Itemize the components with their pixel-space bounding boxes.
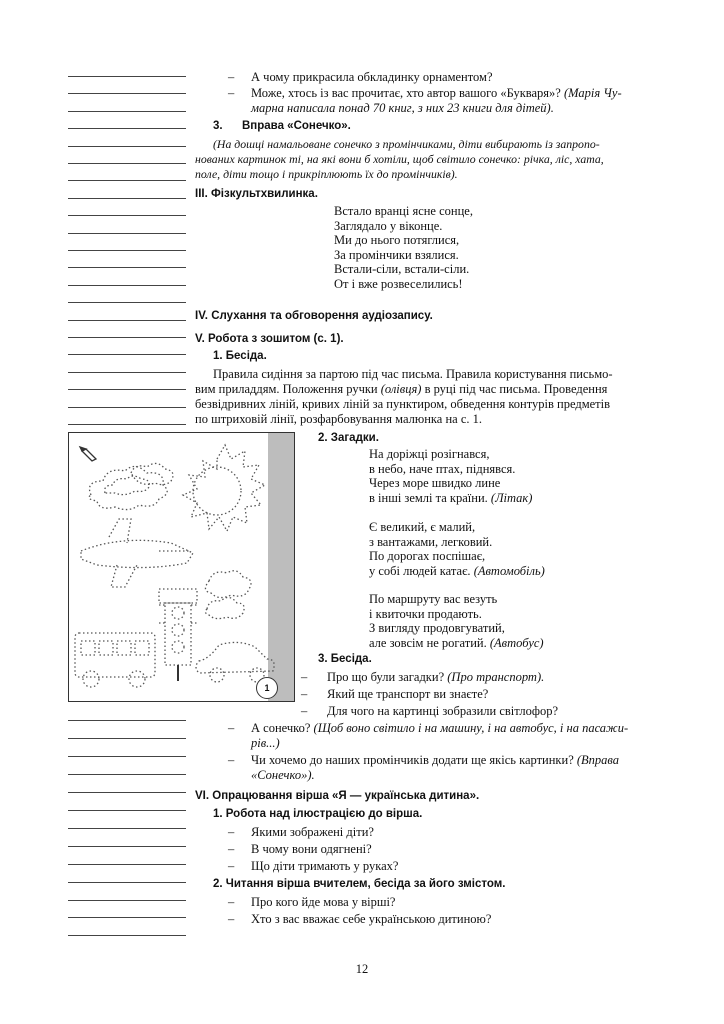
note-line: нованих картинок ті, на які вони б хотіли, щоб світило сонечко: річка, ліс, хата, bbox=[195, 152, 604, 166]
margin-line bbox=[68, 828, 186, 829]
margin-line bbox=[68, 372, 186, 373]
riddle-line: в інші землі та країни. (Літак) bbox=[369, 490, 533, 505]
workbook-illustration bbox=[68, 432, 295, 702]
riddle-line: з вантажами, легковий. bbox=[369, 534, 493, 549]
section-heading: ІІІ. Фізкультхвилинка. bbox=[195, 188, 318, 200]
poem-line: За промінчики взялися. bbox=[334, 247, 459, 262]
subsection-heading: 1. Робота над ілюстрацією до вірша. bbox=[213, 808, 423, 820]
margin-line bbox=[68, 917, 186, 918]
margin-line bbox=[68, 389, 186, 390]
margin-line bbox=[68, 215, 186, 216]
margin-line bbox=[68, 354, 186, 355]
riddle-line: Через море швидко лине bbox=[369, 476, 501, 490]
margin-line bbox=[68, 250, 186, 251]
question: В чому вони одягнені? bbox=[251, 842, 372, 856]
exercise-title: Вправа «Сонечко». bbox=[242, 120, 351, 132]
poem bbox=[334, 204, 473, 291]
question: Про що були загадки? (Про транспорт). bbox=[327, 670, 545, 684]
question: Який ще транспорт ви знаєте? bbox=[327, 687, 489, 701]
question: Для чого на картинці зобразили світлофор? bbox=[327, 704, 559, 718]
riddle-line: На доріжці розігнався, bbox=[369, 447, 490, 461]
subsection-heading: 3. Бесіда. bbox=[318, 653, 372, 665]
para-line: вим приладдям. Положення ручки (олівця) в руці під час письма. Проведення bbox=[195, 382, 608, 396]
para-line: Правила сидіння за партою під час письма. Правила користування письмо- bbox=[213, 367, 613, 381]
margin-line bbox=[68, 846, 186, 847]
margin-line bbox=[68, 93, 186, 94]
subsection-heading: 2. Читання вірша вчителем, бесіда за його змістом. bbox=[213, 878, 506, 890]
margin-line bbox=[68, 320, 186, 321]
dash: – bbox=[228, 753, 235, 767]
margin-line bbox=[68, 810, 186, 811]
dash: – bbox=[228, 70, 235, 84]
question: А сонечко? (Щоб воно світило і на машину, і на автобус, і на пасажи- bbox=[251, 721, 629, 735]
margin-line bbox=[68, 720, 186, 721]
dash: – bbox=[228, 842, 235, 856]
margin-line bbox=[68, 935, 186, 936]
margin-line bbox=[68, 233, 186, 234]
margin-line bbox=[68, 864, 186, 865]
riddle-line: і квиточки продають. bbox=[369, 606, 482, 621]
question: Хто з вас вважає себе українською дитиною? bbox=[251, 912, 492, 926]
pencil-icon bbox=[80, 447, 96, 461]
section-heading: V. Робота з зошитом (с. 1). bbox=[195, 333, 344, 345]
subsection-heading: 1. Бесіда. bbox=[213, 350, 267, 362]
margin-line bbox=[68, 337, 186, 338]
question: Що діти тримають у руках? bbox=[251, 859, 399, 873]
dash: – bbox=[301, 704, 308, 718]
dash: – bbox=[228, 895, 235, 909]
margin-line bbox=[68, 756, 186, 757]
poem-line: Встало вранці ясне сонце, bbox=[334, 204, 473, 218]
riddle bbox=[369, 520, 545, 578]
poem-line: Заглядало у віконце. bbox=[334, 218, 443, 233]
para-line: безвідривних ліній, кривих ліній за пунктиром, обведення контурів предметів bbox=[195, 397, 611, 411]
margin-line bbox=[68, 738, 186, 739]
dash: – bbox=[228, 859, 235, 873]
margin-line bbox=[68, 128, 186, 129]
dotted-drawing bbox=[69, 433, 296, 703]
poem-line: Встали-сіли, встали-сіли. bbox=[334, 262, 470, 276]
line-text: Може, хтось із вас прочитає, хто автор вашого «Букваря»? (Марія Чу- bbox=[251, 86, 622, 100]
para-line: по штриховій лінії, розфарбовування малюнка на с. 1. bbox=[195, 412, 483, 426]
poem-line: От і вже розвеселились! bbox=[334, 276, 463, 291]
margin-line bbox=[68, 146, 186, 147]
dash: – bbox=[228, 825, 235, 839]
poem-line: Ми до нього потяглися, bbox=[334, 233, 460, 247]
margin-line bbox=[68, 76, 186, 77]
dash: – bbox=[301, 670, 308, 684]
subsection-heading: 2. Загадки. bbox=[318, 432, 379, 444]
riddle-line: але зовсім не рогатий. (Автобус) bbox=[369, 635, 544, 650]
margin-line bbox=[68, 285, 186, 286]
riddle-line: По дорогах поспішає, bbox=[369, 549, 486, 563]
question: Чи хочемо до наших промінчиків додати ще якісь картинки? (Вправа bbox=[251, 753, 620, 767]
dash: – bbox=[228, 86, 235, 100]
question-cont: «Сонечко»). bbox=[251, 768, 315, 782]
margin-line bbox=[68, 180, 186, 181]
riddle-line: у собі людей катає. (Автомобіль) bbox=[369, 563, 545, 578]
page-number: 12 bbox=[355, 962, 369, 976]
dash: – bbox=[228, 912, 235, 926]
margin-line bbox=[68, 792, 186, 793]
margin-line bbox=[68, 111, 186, 112]
margin-line bbox=[68, 407, 186, 408]
riddle-line: Є великий, є малий, bbox=[369, 520, 476, 534]
dash: – bbox=[228, 721, 235, 735]
section-heading: IV. Слухання та обговорення аудіозапису. bbox=[195, 310, 433, 322]
margin-line bbox=[68, 882, 186, 883]
note-line: (На дошці намальоване сонечко з промінчиками, діти вибирають із запропо- bbox=[213, 137, 600, 151]
question: Якими зображені діти? bbox=[251, 825, 374, 839]
margin-line bbox=[68, 774, 186, 775]
dash: – bbox=[301, 687, 308, 701]
page-badge: 1 bbox=[256, 677, 278, 699]
question: Про кого йде мова у вірші? bbox=[251, 895, 396, 909]
margin-line bbox=[68, 163, 186, 164]
margin-line bbox=[68, 302, 186, 303]
riddle-line: З вигляду продовгуватий, bbox=[369, 621, 505, 635]
section-heading: VI. Опрацювання вірша «Я — українська дитина». bbox=[195, 790, 480, 802]
margin-line bbox=[68, 424, 186, 425]
riddle bbox=[369, 592, 544, 650]
riddle-line: в небо, наче птах, піднявся. bbox=[369, 461, 516, 476]
riddle bbox=[369, 447, 532, 505]
margin-line bbox=[68, 198, 186, 199]
line-text: марна написала понад 70 книг, з них 23 книги для дітей). bbox=[251, 101, 554, 115]
note-line: поле, діти тощо і прикріплюють їх до промінчиків). bbox=[195, 167, 458, 181]
margin-line bbox=[68, 267, 186, 268]
line-text: А чому прикрасила обкладинку орнаментом? bbox=[251, 70, 493, 84]
exercise-number: 3. bbox=[213, 120, 223, 132]
riddle-line: По маршруту вас везуть bbox=[369, 592, 498, 606]
question-cont: рів...) bbox=[251, 736, 280, 750]
margin-line bbox=[68, 900, 186, 901]
